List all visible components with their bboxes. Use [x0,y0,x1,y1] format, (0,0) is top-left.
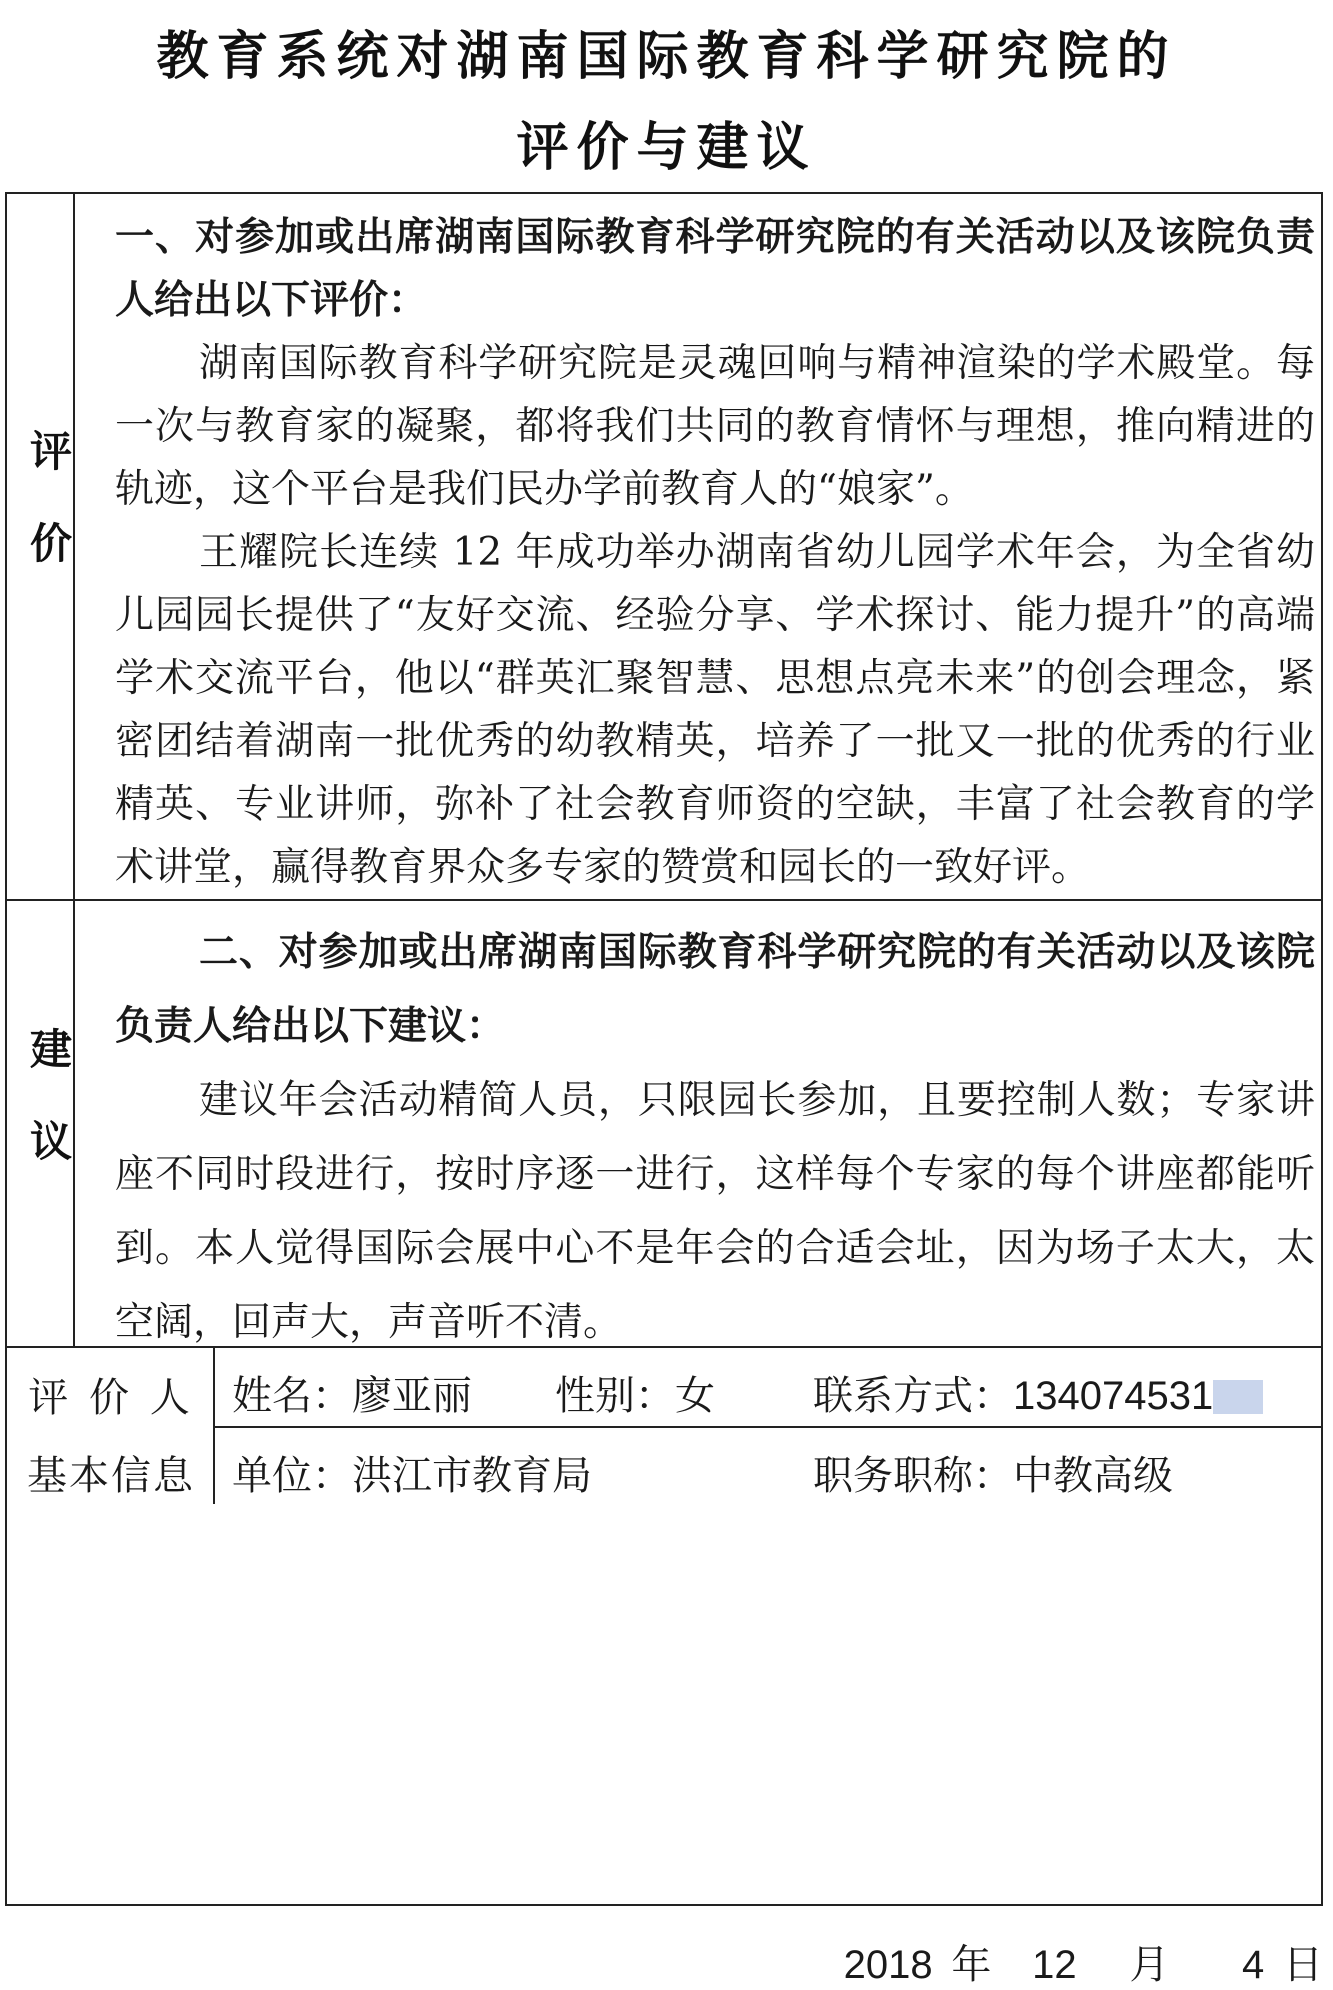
unit-field [232,1444,592,1501]
position-title-label: 职务职称： [813,1453,1013,1499]
evaluation-section [115,206,1315,899]
column-divider-info [213,1346,215,1504]
evaluation-heading: 一、对参加或出席湖南国际教育科学研究院的有关活动以及该院负责人给出以下评价： [115,215,1315,323]
evaluator-label-line2: 基本信息 [27,1453,195,1499]
document-title-line2: 评价与建议 [516,118,817,178]
document-title-line1: 教育系统对湖南国际教育科学研究院的 [156,27,1177,87]
form-table [5,192,1323,1906]
gender-value: 女 [675,1373,715,1419]
name-label: 姓名： [232,1373,352,1419]
date-month-unit: 月 [1129,1942,1170,1988]
name-value: 廖亚丽 [352,1373,472,1419]
name-field [232,1364,472,1421]
suggestion-label-char1: 建 [29,1025,72,1074]
suggestion-label [7,1004,95,1188]
unit-value: 洪江市教育局 [352,1453,592,1499]
evaluation-paragraph-1: 湖南国际教育科学研究院是灵魂回响与精神渲染的学术殿堂。每一次与教育家的凝聚，都将我们共同的教育情怀与理想，推向精进的轨迹，这个平台是我们民办学前教育人的“娘家”。 [115,341,1315,512]
suggestion-heading: 二、对参加或出席湖南国际教育科学研究院的有关活动以及该院负责人给出以下建议： [115,930,1315,1049]
date-month: 12 [1032,1943,1077,1987]
date-day-unit: 日 [1283,1942,1323,1988]
contact-label: 联系方式： [813,1373,1013,1419]
evaluator-label-line1: 评 价 人 [28,1375,194,1421]
gender-label: 性别： [555,1373,675,1419]
position-title-field [813,1444,1173,1501]
contact-field [813,1364,1263,1421]
date-year-unit: 年 [951,1942,992,1988]
row-divider-sections [7,899,1321,901]
row-divider-info-inner [213,1426,1321,1428]
suggestion-paragraph-1: 建议年会活动精简人员，只限园长参加，且要控制人数；专家讲座不同时段进行，按时序逐一进行，这样每个专家的每个讲座都能听到。本人觉得国际会展中心不是年会的合适会址，因为场子太大，太空阔，回声大，声音听不清。 [115,1078,1315,1345]
date-year: 2018 [843,1943,933,1987]
evaluation-label [7,406,95,590]
redaction-block [1213,1380,1263,1414]
date-day: 4 [1242,1943,1265,1987]
position-title-value: 中教高级 [1013,1453,1173,1499]
evaluation-label-char2: 价 [29,519,72,568]
evaluation-label-char1: 评 [29,427,72,476]
gender-field [555,1364,715,1421]
contact-value: 134074531 [1013,1374,1214,1418]
evaluation-paragraph-2: 王耀院长连续 12 年成功举办湖南省幼儿园学术年会，为全省幼儿园园长提供了“友好交流、经验分享、学术探讨、能力提升”的高端学术交流平台，他以“群英汇聚智慧、思想点亮未来”的创会理念，紧密团结着湖南一批优秀的幼教精英，培养了一批又一批的优秀的行业精英、专业讲师，弥补了社会教育师资的空缺，丰富了社会教育的学术讲堂，赢得教育界众多专家的赞赏和园长的一致好评。 [115,530,1315,890]
unit-label: 单位： [232,1453,352,1499]
suggestion-label-char2: 议 [29,1117,72,1166]
suggestion-section [115,916,1315,1360]
document-date [844,1933,1323,1990]
